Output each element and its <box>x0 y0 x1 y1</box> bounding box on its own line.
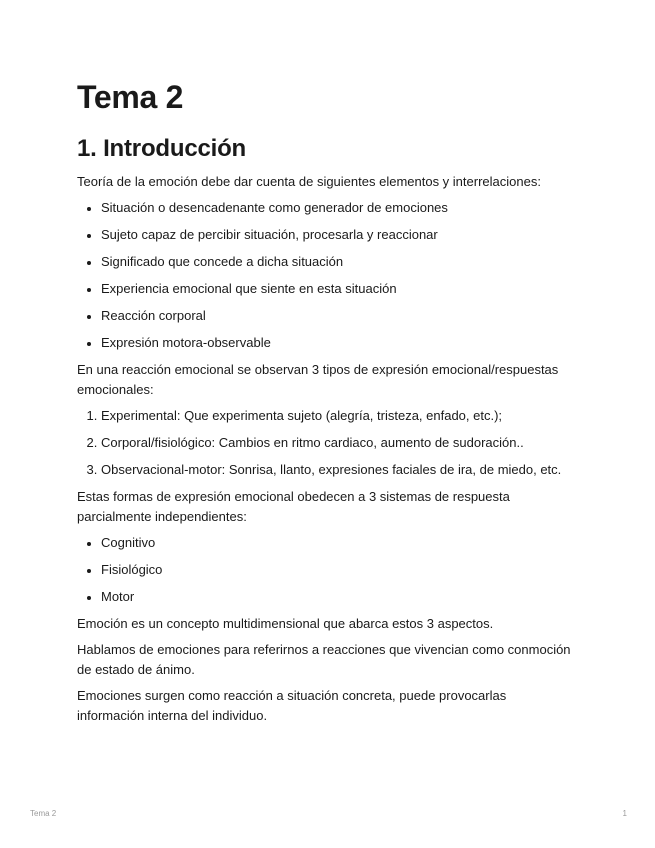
list-item: 3. Observacional-motor: Sonrisa, llanto, expresiones faciales de ira, de miedo, etc. <box>101 460 577 479</box>
list-item: • Expresión motora-observable <box>101 333 577 352</box>
paragraph: Emociones surgen como reacción a situación concreta, puede provocarlas información interna del individuo. <box>77 688 507 723</box>
list-item: • Experiencia emocional que siente en esta situación <box>101 279 577 298</box>
page-number: 1 <box>622 809 627 818</box>
list-item: • Fisiológico <box>101 560 577 579</box>
list-item: • Sujeto capaz de percibir situación, procesarla y reaccionar <box>101 225 577 244</box>
elements-list <box>77 198 577 352</box>
list-item: • Motor <box>101 587 577 606</box>
footer-title: Tema 2 <box>30 809 57 818</box>
page-title: Tema 2 <box>77 79 184 115</box>
document-page <box>77 78 577 732</box>
intro-paragraph: Teoría de la emoción debe dar cuenta de siguientes elementos y interrelaciones: <box>77 174 541 189</box>
types-list <box>77 406 577 479</box>
list-item: 1. Experimental: Que experimenta sujeto (alegría, tristeza, enfado, etc.); <box>101 406 577 425</box>
systems-list <box>77 533 577 606</box>
list-item: • Situación o desencadenante como generador de emociones <box>101 198 577 217</box>
types-intro-paragraph: En una reacción emocional se observan 3 tipos de expresión emocional/respuestas emocionales: <box>77 362 559 397</box>
paragraph: Hablamos de emociones para referirnos a reacciones que vivencian como conmoción de estado de ánimo. <box>77 642 571 677</box>
list-item: • Significado que concede a dicha situación <box>101 252 577 271</box>
section-heading: 1. Introducción <box>77 135 247 162</box>
systems-intro-paragraph: Estas formas de expresión emocional obedecen a 3 sistemas de respuesta parcialmente independientes: <box>77 489 510 524</box>
list-item: 2. Corporal/fisiológico: Cambios en ritmo cardiaco, aumento de sudoración.. <box>101 433 577 452</box>
paragraph: Emoción es un concepto multidimensional que abarca estos 3 aspectos. <box>77 616 494 631</box>
list-item: • Reacción corporal <box>101 306 577 325</box>
list-item: • Cognitivo <box>101 533 577 552</box>
